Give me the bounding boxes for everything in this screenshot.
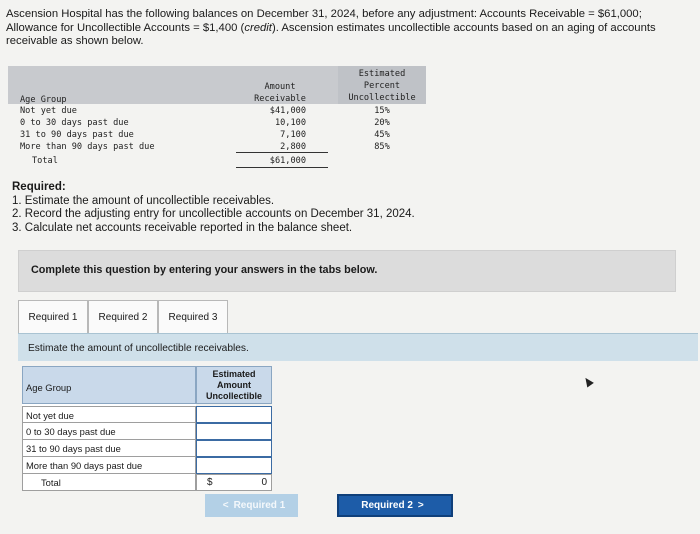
tab-required-2[interactable]: Required 2 [88,300,158,334]
aging-row-group: More than 90 days past due [20,142,155,152]
aging-total-label: Total [32,156,58,166]
aging-row-group: 31 to 90 days past due [20,130,134,140]
credit-italic: credit [244,21,272,34]
problem-intro [6,8,696,49]
aging-table [8,66,426,170]
total-value: 0 [261,477,267,488]
answer-total-cell [196,474,272,491]
required-item: 2. Record the adjusting entry for uncollectible accounts on December 31, 2024. [12,208,415,220]
answer-row: 0 to 30 days past due [22,423,196,440]
prev-required-button[interactable]: < Required 1 [205,494,298,517]
aging-row-pct: 45% [374,130,390,140]
required-title: Required: [12,181,66,193]
intro-line-1: Ascension Hospital has the following balances on December 31, 2024, before any adjustment: Accounts Receivable = $61,000; [6,8,642,20]
aging-row-amount: 7,100 [280,130,306,140]
answer-input-0-30-days[interactable] [196,423,272,440]
aging-row-amount: 2,800 [280,142,306,152]
required-list [12,181,415,235]
intro-line-2: Allowance for Uncollectible Accounts = $1,400 (credit). Ascension estimates uncollectible accounts based on an aging of accounts [6,21,656,34]
required-item: 3. Calculate net accounts receivable reported in the balance sheet. [12,221,353,234]
aging-col-amount-1: Amount [264,82,296,92]
tab-instruction-bar [18,333,698,361]
aging-total-amount: $61,000 [269,156,306,166]
aging-col-pct-1: Estimated [358,69,406,79]
aging-row-pct: 15% [374,106,390,116]
aging-row-group: 0 to 30 days past due [20,118,129,128]
aging-row-pct: 20% [374,118,390,128]
answer-input-not-yet-due[interactable] [196,406,272,423]
aging-subtotal-line [236,152,328,153]
answer-grid-header-estimated: Estimated Amount Uncollectible [196,366,272,404]
required-item: 1. Estimate the amount of uncollectible receivables. [12,194,275,207]
intro-line-3: receivable as shown below. [6,35,144,47]
answer-input-31-90-days[interactable] [196,440,272,457]
chevron-left-icon: < [222,500,229,511]
answer-row: 31 to 90 days past due [22,440,196,457]
aging-col-pct-3: Uncollectible [348,93,416,103]
aging-row-amount: 10,100 [274,118,306,128]
chevron-right-icon: > [417,500,424,511]
answer-grid [22,366,272,490]
instructions-banner [18,250,676,292]
aging-col-group: Age Group [20,95,67,105]
instructions-banner-text: Complete this question by entering your answers in the tabs below. [31,264,378,276]
tab-required-1[interactable]: Required 1 [18,300,88,334]
aging-row-pct: 85% [374,142,390,152]
aging-row-group: Not yet due [20,106,77,116]
aging-col-amount-2: Receivable [254,94,306,104]
answer-grid-header-group: Age Group [22,366,196,404]
aging-col-pct-2: Percent [363,81,401,91]
answer-row: More than 90 days past due [22,457,196,474]
answer-input-over-90-days[interactable] [196,457,272,474]
tab-required-3[interactable]: Required 3 [158,300,228,334]
aging-total-line [236,167,328,168]
next-required-button[interactable]: Required 2 > [337,494,453,517]
answer-row: Not yet due [22,406,196,423]
total-currency: $ [207,477,213,488]
answer-row-total: Total [22,474,196,491]
tab-instruction-text: Estimate the amount of uncollectible receivables. [28,343,249,354]
mouse-cursor-icon [582,376,594,388]
aging-row-amount: $41,000 [269,106,306,116]
